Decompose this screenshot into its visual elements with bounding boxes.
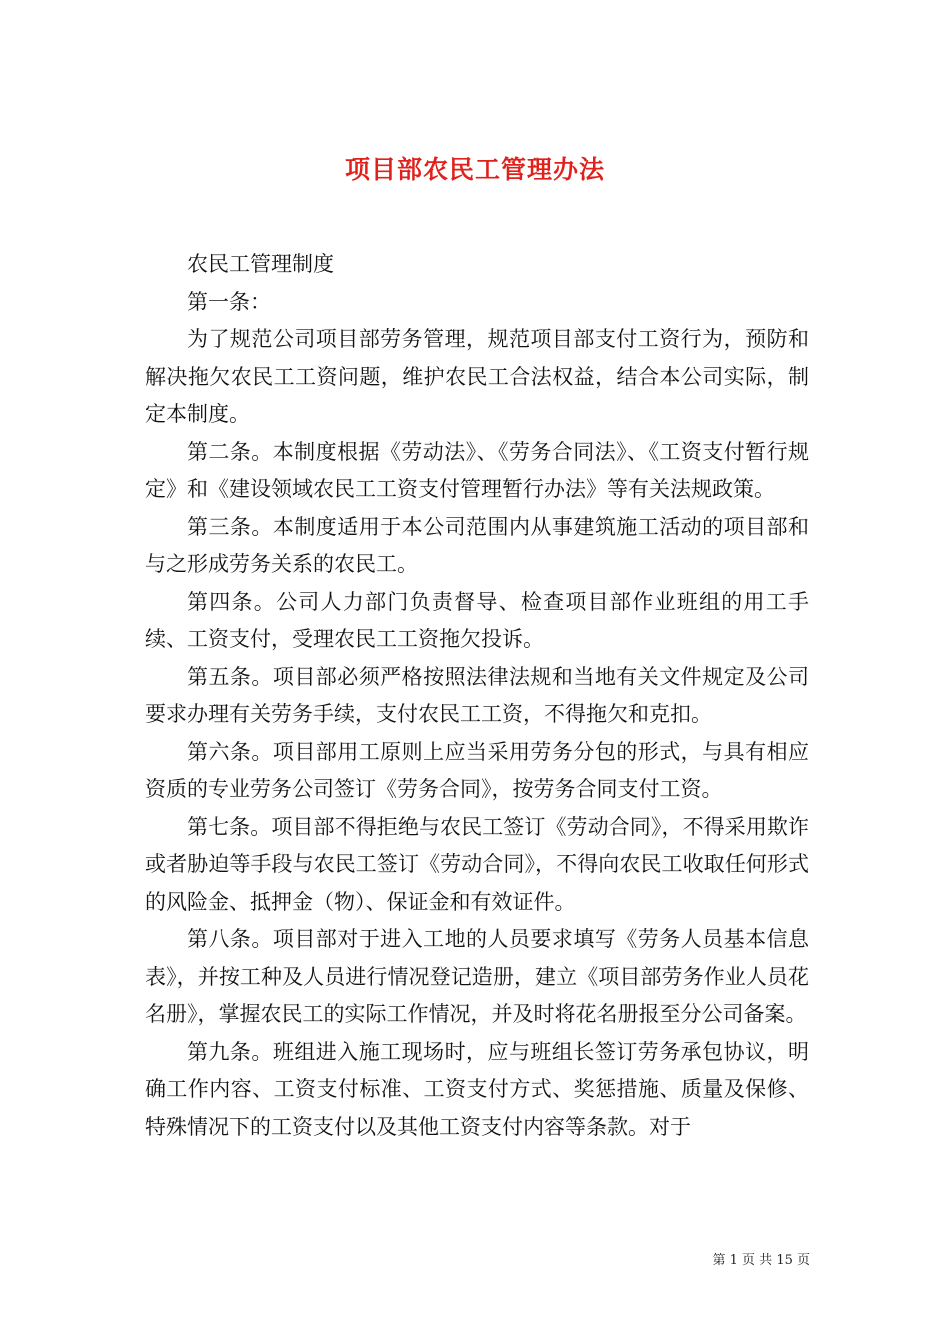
page-number: 第 1 页 共 15 页 — [712, 1253, 810, 1268]
paragraph-article-5: 第五条。项目部必须严格按照法律法规和当地有关文件规定及公司要求办理有关劳务手续，支付农民工工资，不得拖欠和克扣。 — [145, 664, 809, 726]
paragraph-article-8: 第八条。项目部对于进入工地的人员要求填写《劳务人员基本信息表》，并按工种及人员进行情况登记造册，建立《项目部劳务作业人员花名册》，掌握农民工的实际工作情况，并及时将花名册报至分公司备案。 — [145, 927, 809, 1026]
page-title: 项目部农民工管理办法 — [344, 154, 605, 184]
paragraph-article-7: 第七条。项目部不得拒绝与农民工签订《劳动合同》，不得采用欺诈或者胁迫等手段与农民工签订《劳动合同》，不得向农民工收取任何形式的风险金、抵押金（物）、保证金和有效证件。 — [145, 814, 809, 914]
paragraph-article-6: 第六条。项目部用工原则上应当采用劳务分包的形式，与具有相应资质的专业劳务公司签订《劳务合同》，按劳务合同支付工资。 — [145, 739, 809, 801]
document-body — [145, 246, 809, 1146]
paragraph-article-1: 第一条： — [187, 289, 271, 314]
paragraph-article-1-body: 为了规范公司项目部劳务管理，规范项目部支付工资行为，预防和解决拖欠农民工工资问题，维护农民工合法权益，结合本公司实际，制定本制度。 — [145, 327, 809, 426]
paragraph-article-3: 第三条。本制度适用于本公司范围内从事建筑施工活动的项目部和与之形成劳务关系的农民工。 — [145, 514, 809, 576]
paragraph-article-4: 第四条。公司人力部门负责督导、检查项目部作业班组的用工手续、工资支付，受理农民工工资拖欠投诉。 — [145, 589, 809, 651]
paragraph-article-9: 第九条。班组进入施工现场时，应与班组长签订劳务承包协议，明确工作内容、工资支付标准、工资支付方式、奖惩措施、质量及保修、特殊情况下的工资支付以及其他工资支付内容等条款。对于 — [145, 1039, 809, 1139]
paragraph-heading: 农民工管理制度 — [187, 252, 334, 276]
paragraph-article-2: 第二条。本制度根据《劳动法》、《劳务合同法》、《工资支付暂行规定》和《建设领域农民工工资支付管理暂行办法》等有关法规政策。 — [145, 439, 809, 501]
